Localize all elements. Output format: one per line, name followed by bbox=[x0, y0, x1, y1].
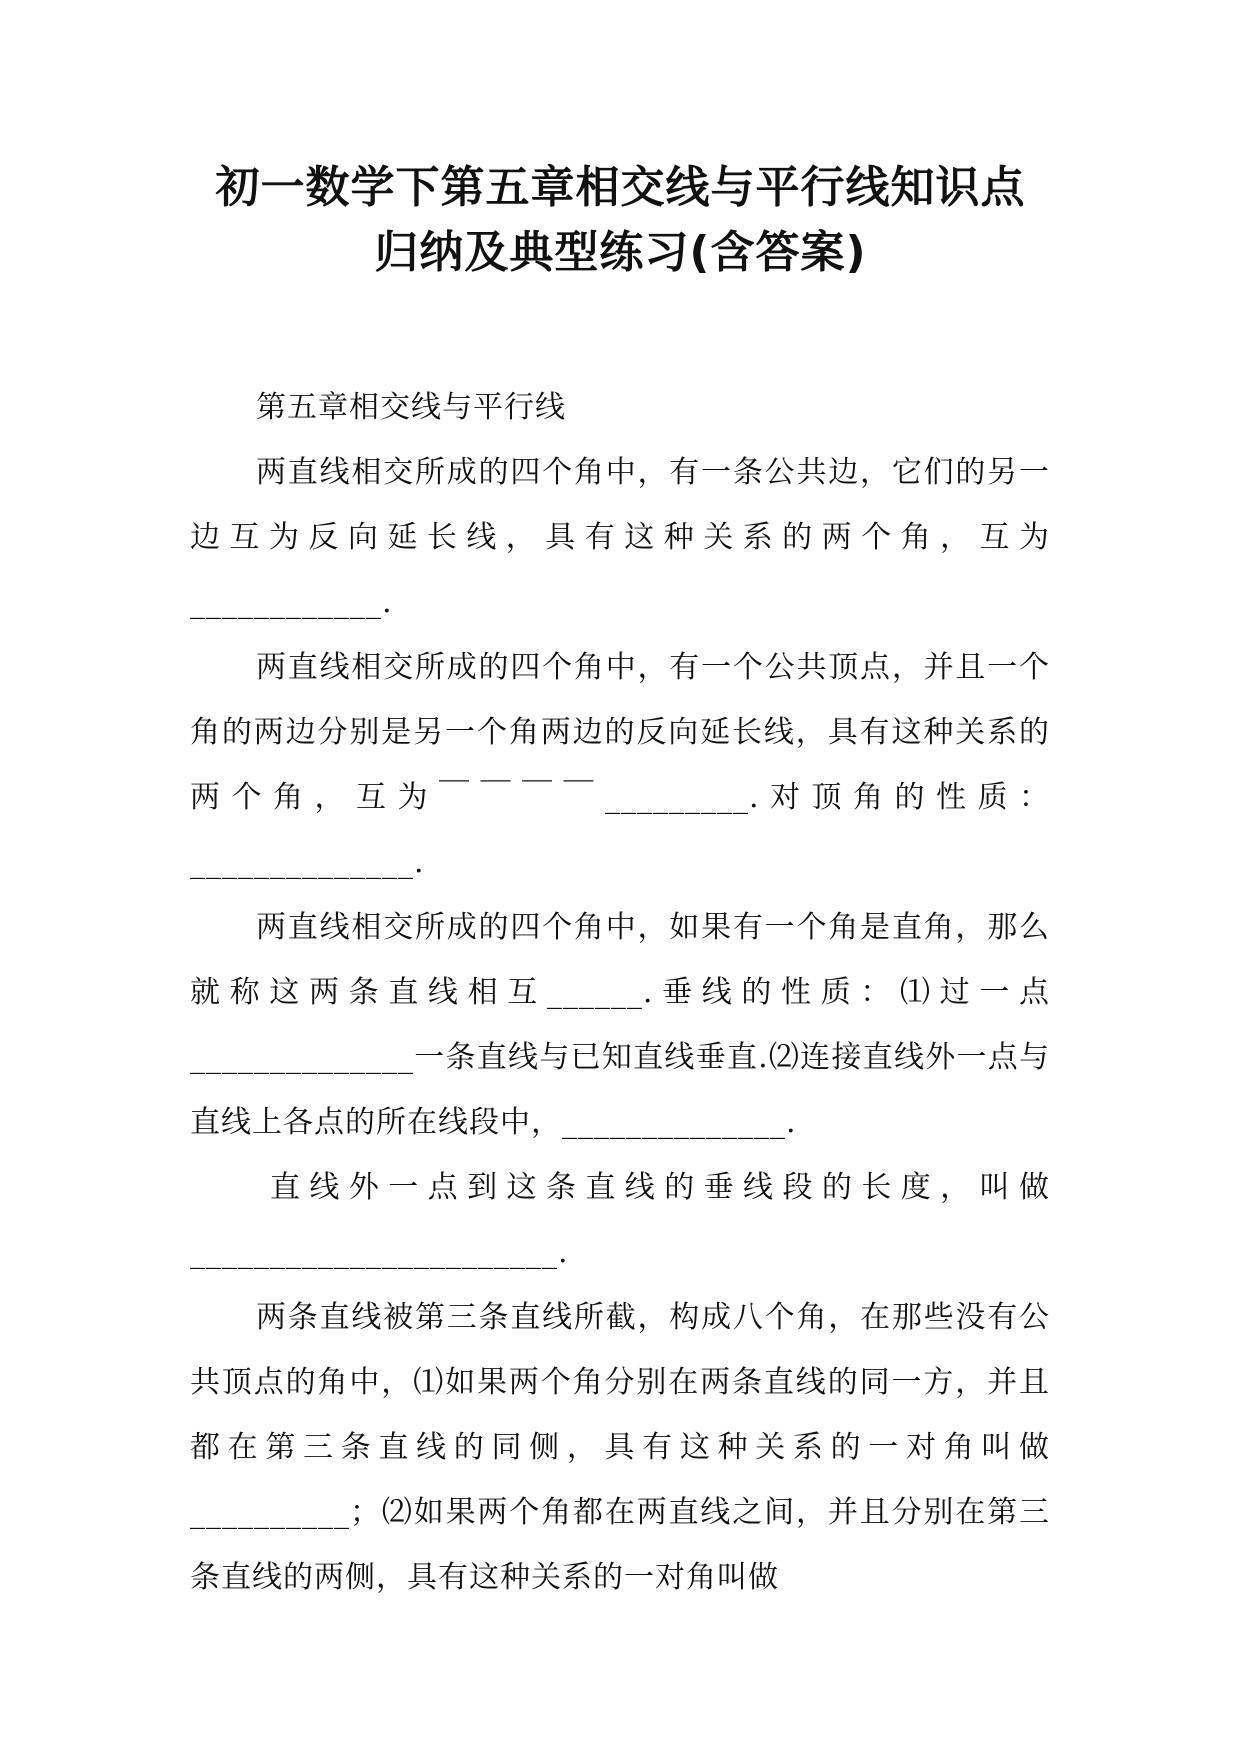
paragraph-vertical-angles: 两直线相交所成的四个角中，有一个公共顶点，并且一个角的两边分别是另一个角两边的反向延长线，具有这种关系的两个角，互为￣￣￣￣_________.对顶角的性质：______________. bbox=[190, 650, 1050, 880]
section-heading: 第五章相交线与平行线 bbox=[256, 390, 566, 425]
paragraph-perpendicular: 两直线相交所成的四个角中，如果有一个角是直角，那么就称这两条直线相互______.垂线的性质：⑴过一点______________一条直线与已知直线垂直.⑵连接直线外一点与直线上各点的所在线段中，______________. bbox=[190, 910, 1050, 1140]
paragraph-transversal-angles: 两条直线被第三条直线所截，构成八个角，在那些没有公共顶点的角中，⑴如果两个角分别在两条直线的同一方，并且都在第三条直线的同侧，具有这种关系的一对角叫做__________；⑵如果两个角都在两直线之间，并且分别在第三条直线的两侧，具有这种关系的一对角叫做 bbox=[190, 1300, 1050, 1595]
paragraph-vertical-angles-adjacent: 两直线相交所成的四个角中，有一条公共边，它们的另一边互为反向延长线，具有这种关系的两个角，互为 ____________. bbox=[190, 455, 1050, 620]
document-body bbox=[190, 375, 1050, 1610]
document-title-line-2: 归纳及典型练习(含答案) bbox=[374, 227, 867, 278]
document-title-line-1: 初一数学下第五章相交线与平行线知识点 bbox=[215, 162, 1026, 213]
paragraph-distance: 直线外一点到这条直线的垂线段的长度，叫做_______________________. bbox=[190, 1170, 1050, 1270]
